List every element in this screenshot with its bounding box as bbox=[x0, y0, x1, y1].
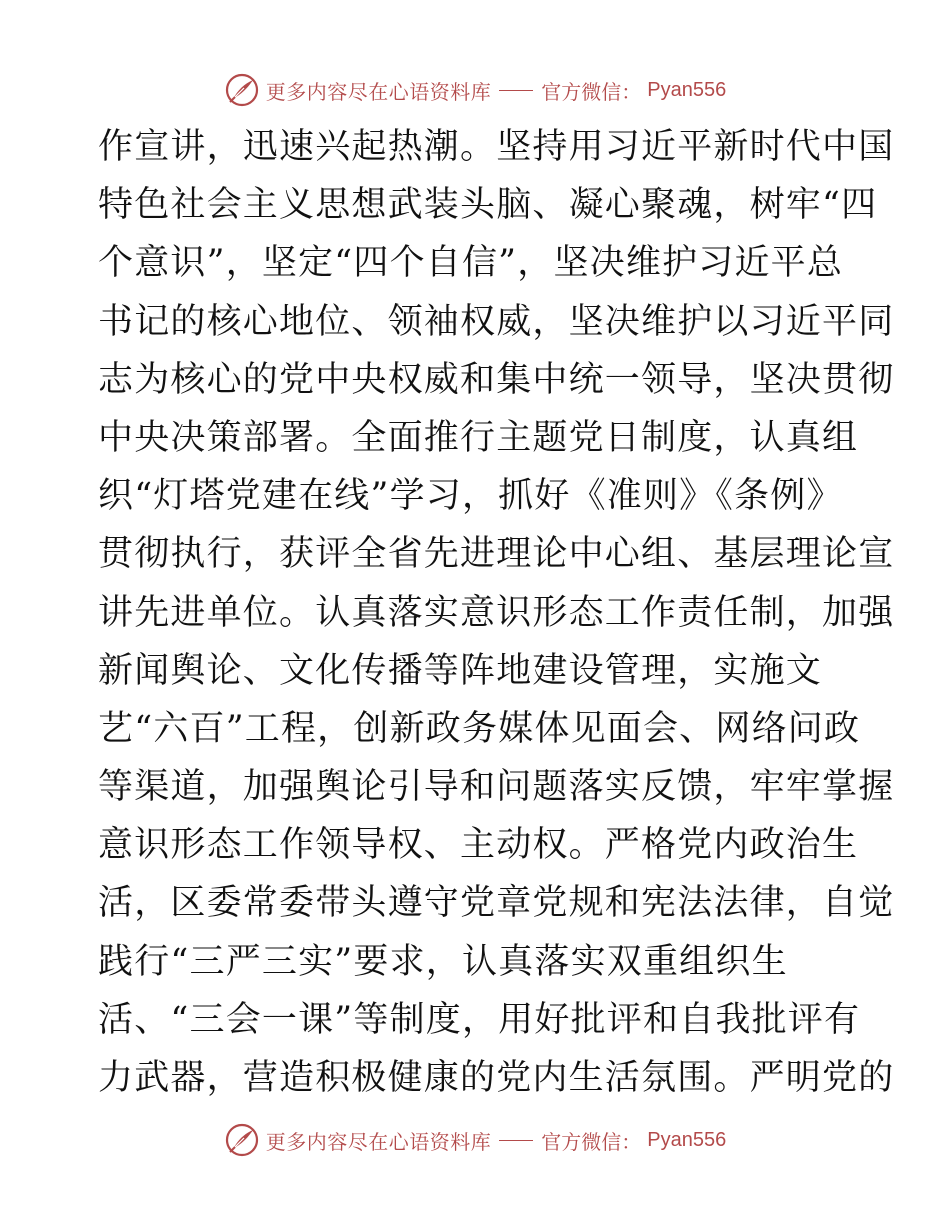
header-wechat-id: Pyan556 bbox=[647, 78, 727, 101]
body-line-7: 织“灯塔党建在线”学习，抓好《准则》《条例》 bbox=[98, 476, 843, 517]
feather-quill-logo-icon bbox=[224, 1122, 260, 1158]
body-line-1: 作宣讲，迅速兴起热潮。坚持用习近平新时代中国 bbox=[98, 127, 895, 167]
footer-wechat-id: Pyan556 bbox=[647, 1128, 727, 1151]
feather-quill-logo-icon bbox=[224, 72, 260, 108]
footer-banner bbox=[0, 1118, 950, 1162]
header-banner bbox=[0, 68, 950, 112]
body-line-13: 意识形态工作领导权、主动权。严格党内政治生 bbox=[98, 825, 859, 866]
body-line-2: 特色社会主义思想武装头脑、凝心聚魂，树牢“四 bbox=[98, 185, 878, 226]
body-line-5: 志为核心的党中央权威和集中统一领导，坚决贯彻 bbox=[98, 359, 895, 400]
body-line-12: 等渠道，加强舆论引导和问题落实反馈，牢牢掌握 bbox=[98, 767, 895, 808]
body-line-6: 中央决策部署。全面推行主题党日制度，认真组 bbox=[98, 417, 859, 458]
body-line-3: 个意识”，坚定“四个自信”，坚决维护习近平总 bbox=[98, 243, 844, 284]
body-line-17: 力武器，营造积极健康的党内生活氛围。严明党的 bbox=[98, 1058, 895, 1098]
footer-official-label: 官方微信： bbox=[541, 1129, 642, 1154]
body-line-15: 践行“三严三实”要求，认真落实双重组织生 bbox=[98, 941, 788, 982]
body-line-9: 讲先进单位。认真落实意识形态工作责任制，加强 bbox=[98, 592, 895, 633]
body-line-10: 新闻舆论、文化传播等阵地建设管理，实施文 bbox=[98, 650, 823, 691]
body-line-4: 书记的核心地位、领袖权威，坚决维护以习近平同 bbox=[98, 301, 895, 342]
document-body bbox=[98, 118, 895, 1107]
body-line-11: 艺“六百”工程，创新政务媒体见面会、网络问政 bbox=[98, 708, 861, 749]
footer-site-text: 更多内容尽在心语资料库 bbox=[265, 1129, 492, 1154]
footer-dash bbox=[499, 1140, 533, 1141]
body-line-8: 贯彻执行，获评全省先进理论中心组、基层理论宣 bbox=[98, 534, 895, 575]
body-line-16: 活、“三会一课”等制度，用好批评和自我批评有 bbox=[98, 999, 861, 1040]
body-line-14: 活，区委常委带头遵守党章党规和宪法法律，自觉 bbox=[98, 883, 895, 924]
header-site-text: 更多内容尽在心语资料库 bbox=[265, 79, 492, 104]
header-official-label: 官方微信： bbox=[541, 79, 642, 104]
header-dash bbox=[499, 90, 533, 91]
